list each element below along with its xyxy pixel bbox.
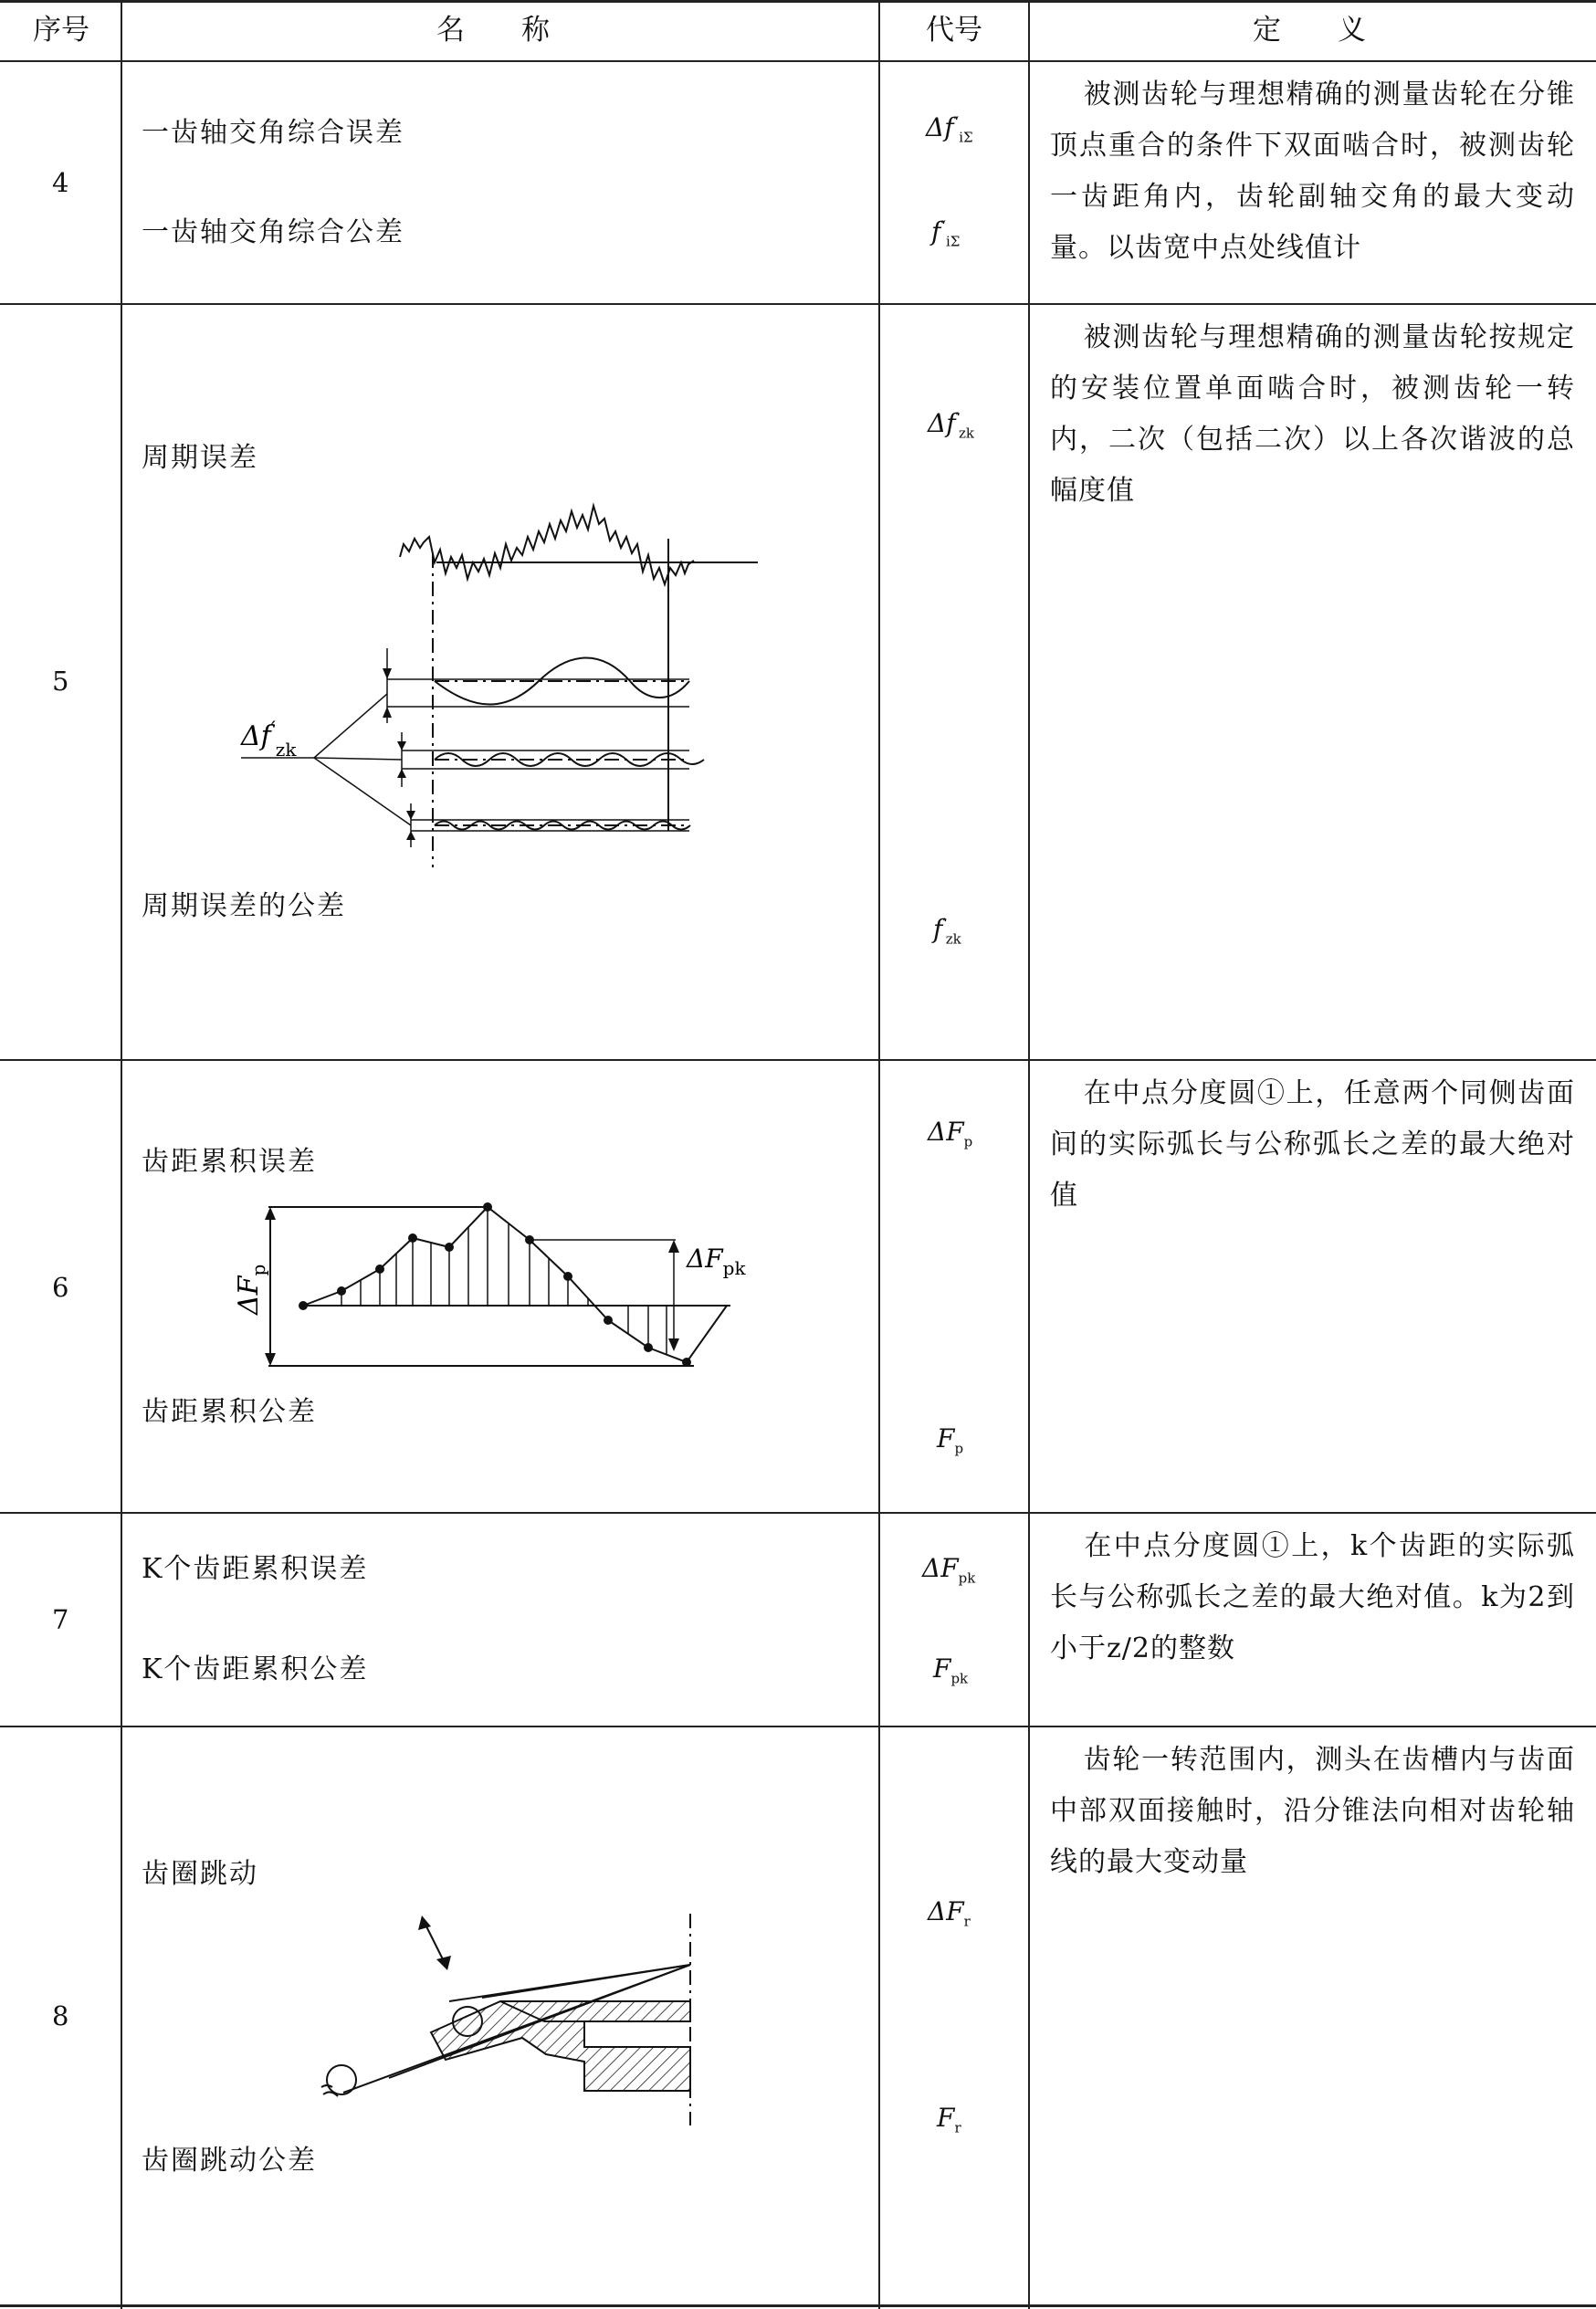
diagram-label-dFpk: $\Delta F_{pk}$ xyxy=(687,1244,746,1279)
item-name: 周期误差 xyxy=(142,442,258,474)
runout-diagram xyxy=(310,1899,721,2127)
item-definition: 被测齿轮与理想精确的测量齿轮按规定的安装位置单面啮合时，被测齿轮一转内，二次（包括二次）以上各次谐波的总幅度值 xyxy=(1050,321,1575,507)
item-definition: 在中点分度圆①上，任意两个同侧齿面间的实际弧长与公称弧长之差的最大绝对值 xyxy=(1050,1077,1575,1212)
header-col-no: 序号 xyxy=(33,14,89,47)
row-divider xyxy=(0,303,1596,305)
row-number: 5 xyxy=(52,666,69,697)
row-number: 6 xyxy=(52,1272,69,1303)
item-name: 周期误差的公差 xyxy=(142,890,346,922)
header-col-name: 名 称 xyxy=(436,14,550,47)
item-code: $\Delta f'_{zk}$ xyxy=(928,408,974,442)
item-code: $f''_{i\Sigma}$ xyxy=(931,216,961,250)
error-curve xyxy=(400,506,694,584)
diagram-label-dfzk: $\Delta f'_{zk}$ xyxy=(241,719,297,761)
item-code: $\Delta F_{pk}$ xyxy=(922,1553,976,1587)
item-name: K个齿距累积误差 xyxy=(142,1553,369,1585)
item-code: $F_r$ xyxy=(937,2103,961,2136)
item-definition: 在中点分度圆①上，k个齿距的实际弧长与公称弧长之差的最大绝对值。k为2到小于z/2的整数 xyxy=(1050,1530,1575,1664)
row-divider xyxy=(0,1059,1596,1061)
item-definition: 齿轮一转范围内，测头在齿槽内与齿面中部双面接触时，沿分锥法向相对齿轮轴线的最大变动量 xyxy=(1050,1744,1575,1878)
table-bottom-rule xyxy=(0,2304,1596,2307)
row-number: 4 xyxy=(52,167,69,198)
header-col-code: 代号 xyxy=(926,14,982,47)
column-divider xyxy=(878,0,880,2309)
item-name: 齿距累积公差 xyxy=(142,1396,317,1428)
cumulative-curve xyxy=(303,1207,727,1362)
diagram-label-dFp: $\Delta F_p$ xyxy=(233,1264,269,1315)
item-code: $f'_{zk}$ xyxy=(933,914,961,948)
item-name: 一齿轴交角综合公差 xyxy=(142,216,404,248)
column-divider xyxy=(1028,0,1030,2309)
row-divider xyxy=(0,1726,1596,1727)
item-name: 齿圈跳动公差 xyxy=(142,2145,317,2177)
table-top-rule xyxy=(0,0,1596,3)
item-name: 一齿轴交角综合误差 xyxy=(142,117,404,149)
column-divider xyxy=(121,0,122,2309)
item-definition: 被测齿轮与理想精确的测量齿轮在分锥顶点重合的条件下双面啮合时，被测齿轮一齿距角内，齿轮副轴交角的最大变动量。以齿宽中点处线值计 xyxy=(1050,79,1575,264)
header-rule xyxy=(0,60,1596,62)
item-code: $\Delta F_p$ xyxy=(928,1117,973,1150)
item-code: $\Delta F_r$ xyxy=(928,1896,971,1930)
item-name: K个齿距累积公差 xyxy=(142,1653,369,1685)
item-name: 齿距累积误差 xyxy=(142,1146,317,1178)
item-code: $F_p$ xyxy=(937,1423,964,1457)
periodic-error-diagram xyxy=(228,484,776,876)
header-col-def: 定 义 xyxy=(1253,14,1366,47)
item-code: $\Delta f''_{i\Sigma}$ xyxy=(926,112,973,146)
item-name: 齿圈跳动 xyxy=(142,1858,258,1890)
probe-lower xyxy=(327,2065,356,2094)
gear-body xyxy=(431,2001,690,2091)
item-code: $F_{pk}$ xyxy=(933,1653,969,1687)
row-number: 7 xyxy=(52,1604,69,1635)
row-divider xyxy=(0,1512,1596,1514)
cumulative-pitch-diagram xyxy=(210,1187,776,1388)
row-number: 8 xyxy=(52,2000,69,2031)
